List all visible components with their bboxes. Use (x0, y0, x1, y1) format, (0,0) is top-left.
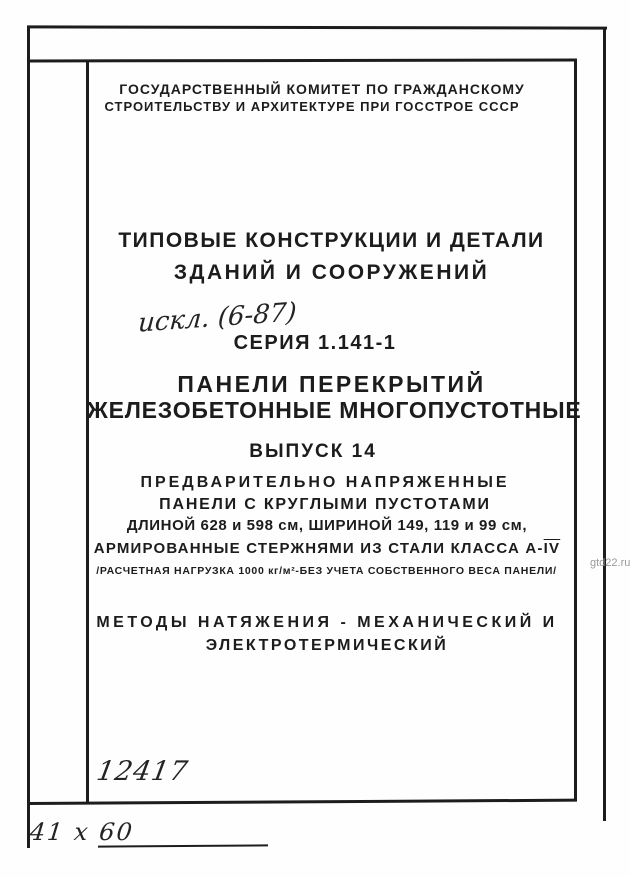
main-title-line1: ПАНЕЛИ ПЕРЕКРЫТИЙ (177, 371, 486, 397)
site-watermark: gtd22.ru (590, 557, 630, 569)
tension-methods-line1: МЕТОДЫ НАТЯЖЕНИЯ - МЕХАНИЧЕСКИЙ И (96, 614, 558, 631)
inner-frame-left-line (86, 60, 89, 804)
reinforcement-text: АРМИРОВАННЫЕ СТЕРЖНЯМИ ИЗ СТАЛИ КЛАССА А- (93, 540, 544, 557)
document-type-line2: ЗДАНИЙ И СООРУЖЕНИЙ (173, 261, 490, 284)
design-load-note: /РАСЧЕТНАЯ НАГРУЗКА 1000 кг/м²-БЕЗ УЧЕТА СОБСТВЕННОГО ВЕСА ПАНЕЛИ/ (96, 565, 557, 577)
handwritten-inventory-number: 12417 (94, 756, 191, 787)
series-number: СЕРИЯ 1.141-1 (233, 332, 397, 354)
issue-number: ВЫПУСК 14 (249, 441, 377, 462)
main-title-line2: ЖЕЛЕЗОБЕТОННЫЕ МНОГОПУСТОТНЫЕ (87, 397, 582, 423)
handwritten-cancellation-note: искл. (6-87) (137, 297, 298, 339)
inner-frame-bottom-line (28, 799, 577, 805)
subtitle-line1: ПРЕДВАРИТЕЛЬНО НАПРЯЖЕННЫЕ (140, 474, 510, 491)
tension-methods-line2: ЭЛЕКТРОТЕРМИЧЕСКИЙ (205, 637, 449, 654)
reinforcement-line (87, 540, 567, 557)
outer-frame-right-line (603, 27, 606, 821)
inner-frame-top-line (28, 59, 577, 63)
outer-frame-top-line (27, 25, 607, 29)
outer-frame-left-line (27, 26, 30, 848)
inner-frame-right-line (574, 59, 577, 801)
document-type-line1: ТИПОВЫЕ КОНСТРУКЦИИ И ДЕТАЛИ (118, 229, 545, 252)
handwritten-format-note: 41 х 60 (28, 818, 136, 846)
steel-class-roman-numeral: $\overline{IV}$ (543, 540, 561, 557)
subtitle-line2: ПАНЕЛИ С КРУГЛЫМИ ПУСТОТАМИ (159, 496, 491, 513)
committee-name-line2: СТРОИТЕЛЬСТВУ И АРХИТЕКТУРЕ ПРИ ГОССТРОЕ СССР (104, 99, 520, 114)
panel-dimensions-line: ДЛИНОЙ 628 и 598 см, ШИРИНОЙ 149, 119 и 99 см, (126, 517, 528, 534)
committee-name-line1: ГОСУДАРСТВЕННЫЙ КОМИТЕТ ПО ГРАЖДАНСКОМУ (119, 81, 525, 97)
